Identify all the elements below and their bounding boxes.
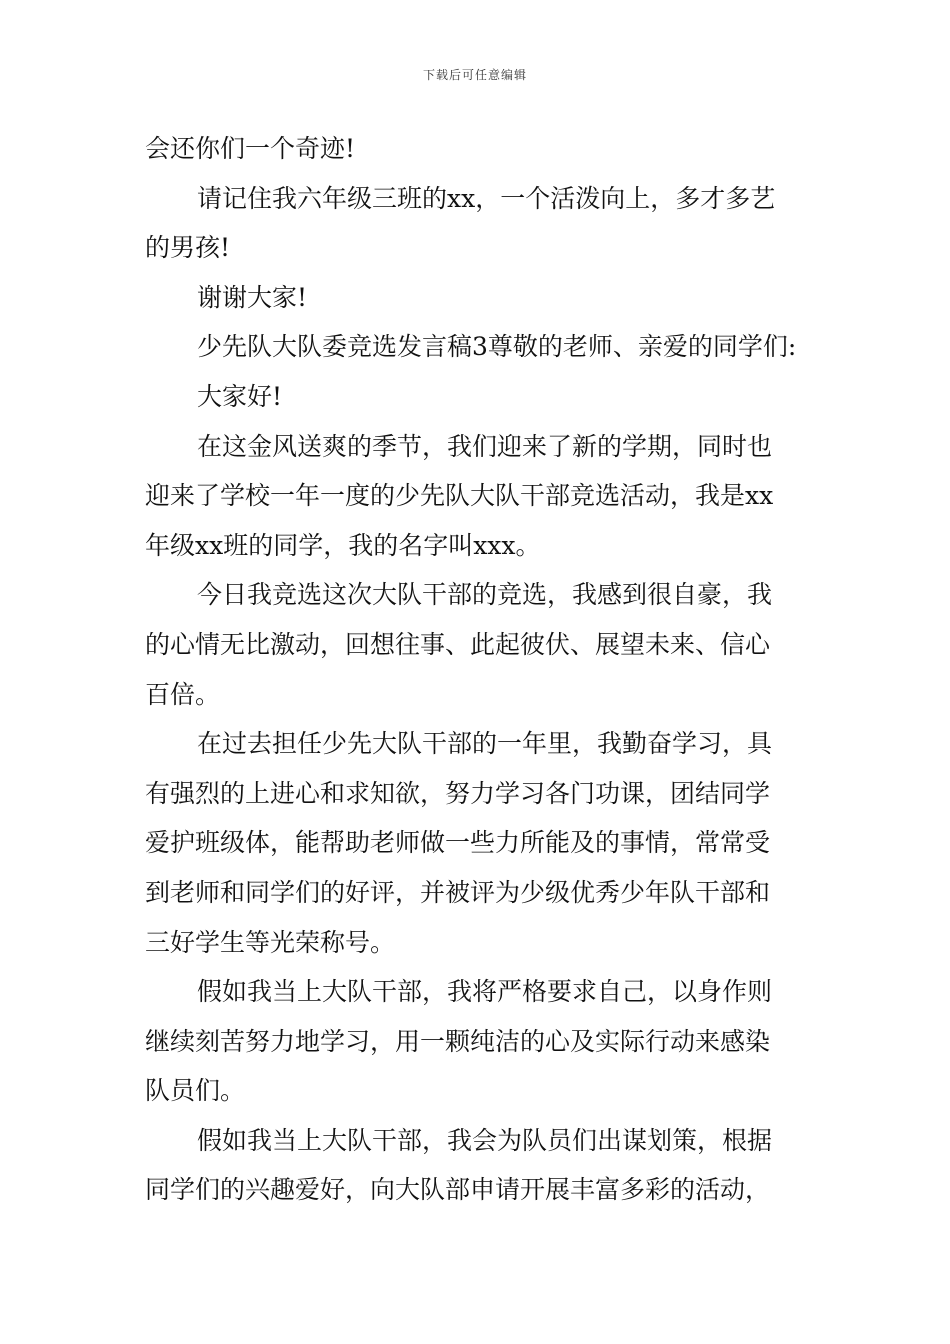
text-line: 少先队大队委竞选发言稿3尊敬的老师、亲爱的同学们: bbox=[197, 332, 797, 362]
text-line: 会还你们一个奇迹! bbox=[145, 134, 356, 163]
text-line: 到老师和同学们的好评，并被评为少级优秀少年队干部和 bbox=[145, 877, 771, 907]
text-line: 的心情无比激动，回想往事、此起彼伏、展望未来、信心 bbox=[145, 629, 771, 659]
text-line: 今日我竞选这次大队干部的竞选，我感到很自豪，我 bbox=[197, 580, 773, 610]
text-line: 在过去担任少先大队干部的一年里，我勤奋学习，具 bbox=[197, 729, 773, 759]
text-line: 三好学生等光荣称号。 bbox=[145, 927, 396, 957]
text-line: 假如我当上大队干部，我将严格要求自己，以身作则 bbox=[197, 977, 773, 1007]
text-line: 同学们的兴趣爱好，向大队部申请开展丰富多彩的活动， bbox=[145, 1175, 771, 1205]
text-line: 谢谢大家! bbox=[197, 282, 308, 312]
text-line: 的男孩! bbox=[145, 233, 231, 263]
body-text bbox=[145, 124, 810, 1215]
text-line: 请记住我六年级三班的xx，一个活泼向上，多才多艺 bbox=[197, 183, 776, 213]
text-line: 百倍。 bbox=[145, 679, 221, 709]
text-line: 大家好! bbox=[197, 381, 283, 411]
text-line: 年级xx班的同学，我的名字叫xxx。 bbox=[145, 530, 541, 560]
text-line: 继续刻苦努力地学习，用一颗纯洁的心及实际行动来感染 bbox=[145, 1026, 771, 1056]
text-line: 有强烈的上进心和求知欲，努力学习各门功课，团结同学 bbox=[145, 778, 771, 808]
text-line: 迎来了学校一年一度的少先队大队干部竞选活动，我是xx bbox=[145, 481, 774, 511]
text-line: 在这金风送爽的季节，我们迎来了新的学期，同时也 bbox=[197, 431, 773, 461]
text-line: 爱护班级体，能帮助老师做一些力所能及的事情，常常受 bbox=[145, 828, 771, 858]
text-line: 假如我当上大队干部，我会为队员们出谋划策，根据 bbox=[197, 1125, 773, 1155]
text-line: 队员们。 bbox=[145, 1076, 246, 1106]
page-header: 下载后可任意编辑 bbox=[422, 68, 527, 82]
